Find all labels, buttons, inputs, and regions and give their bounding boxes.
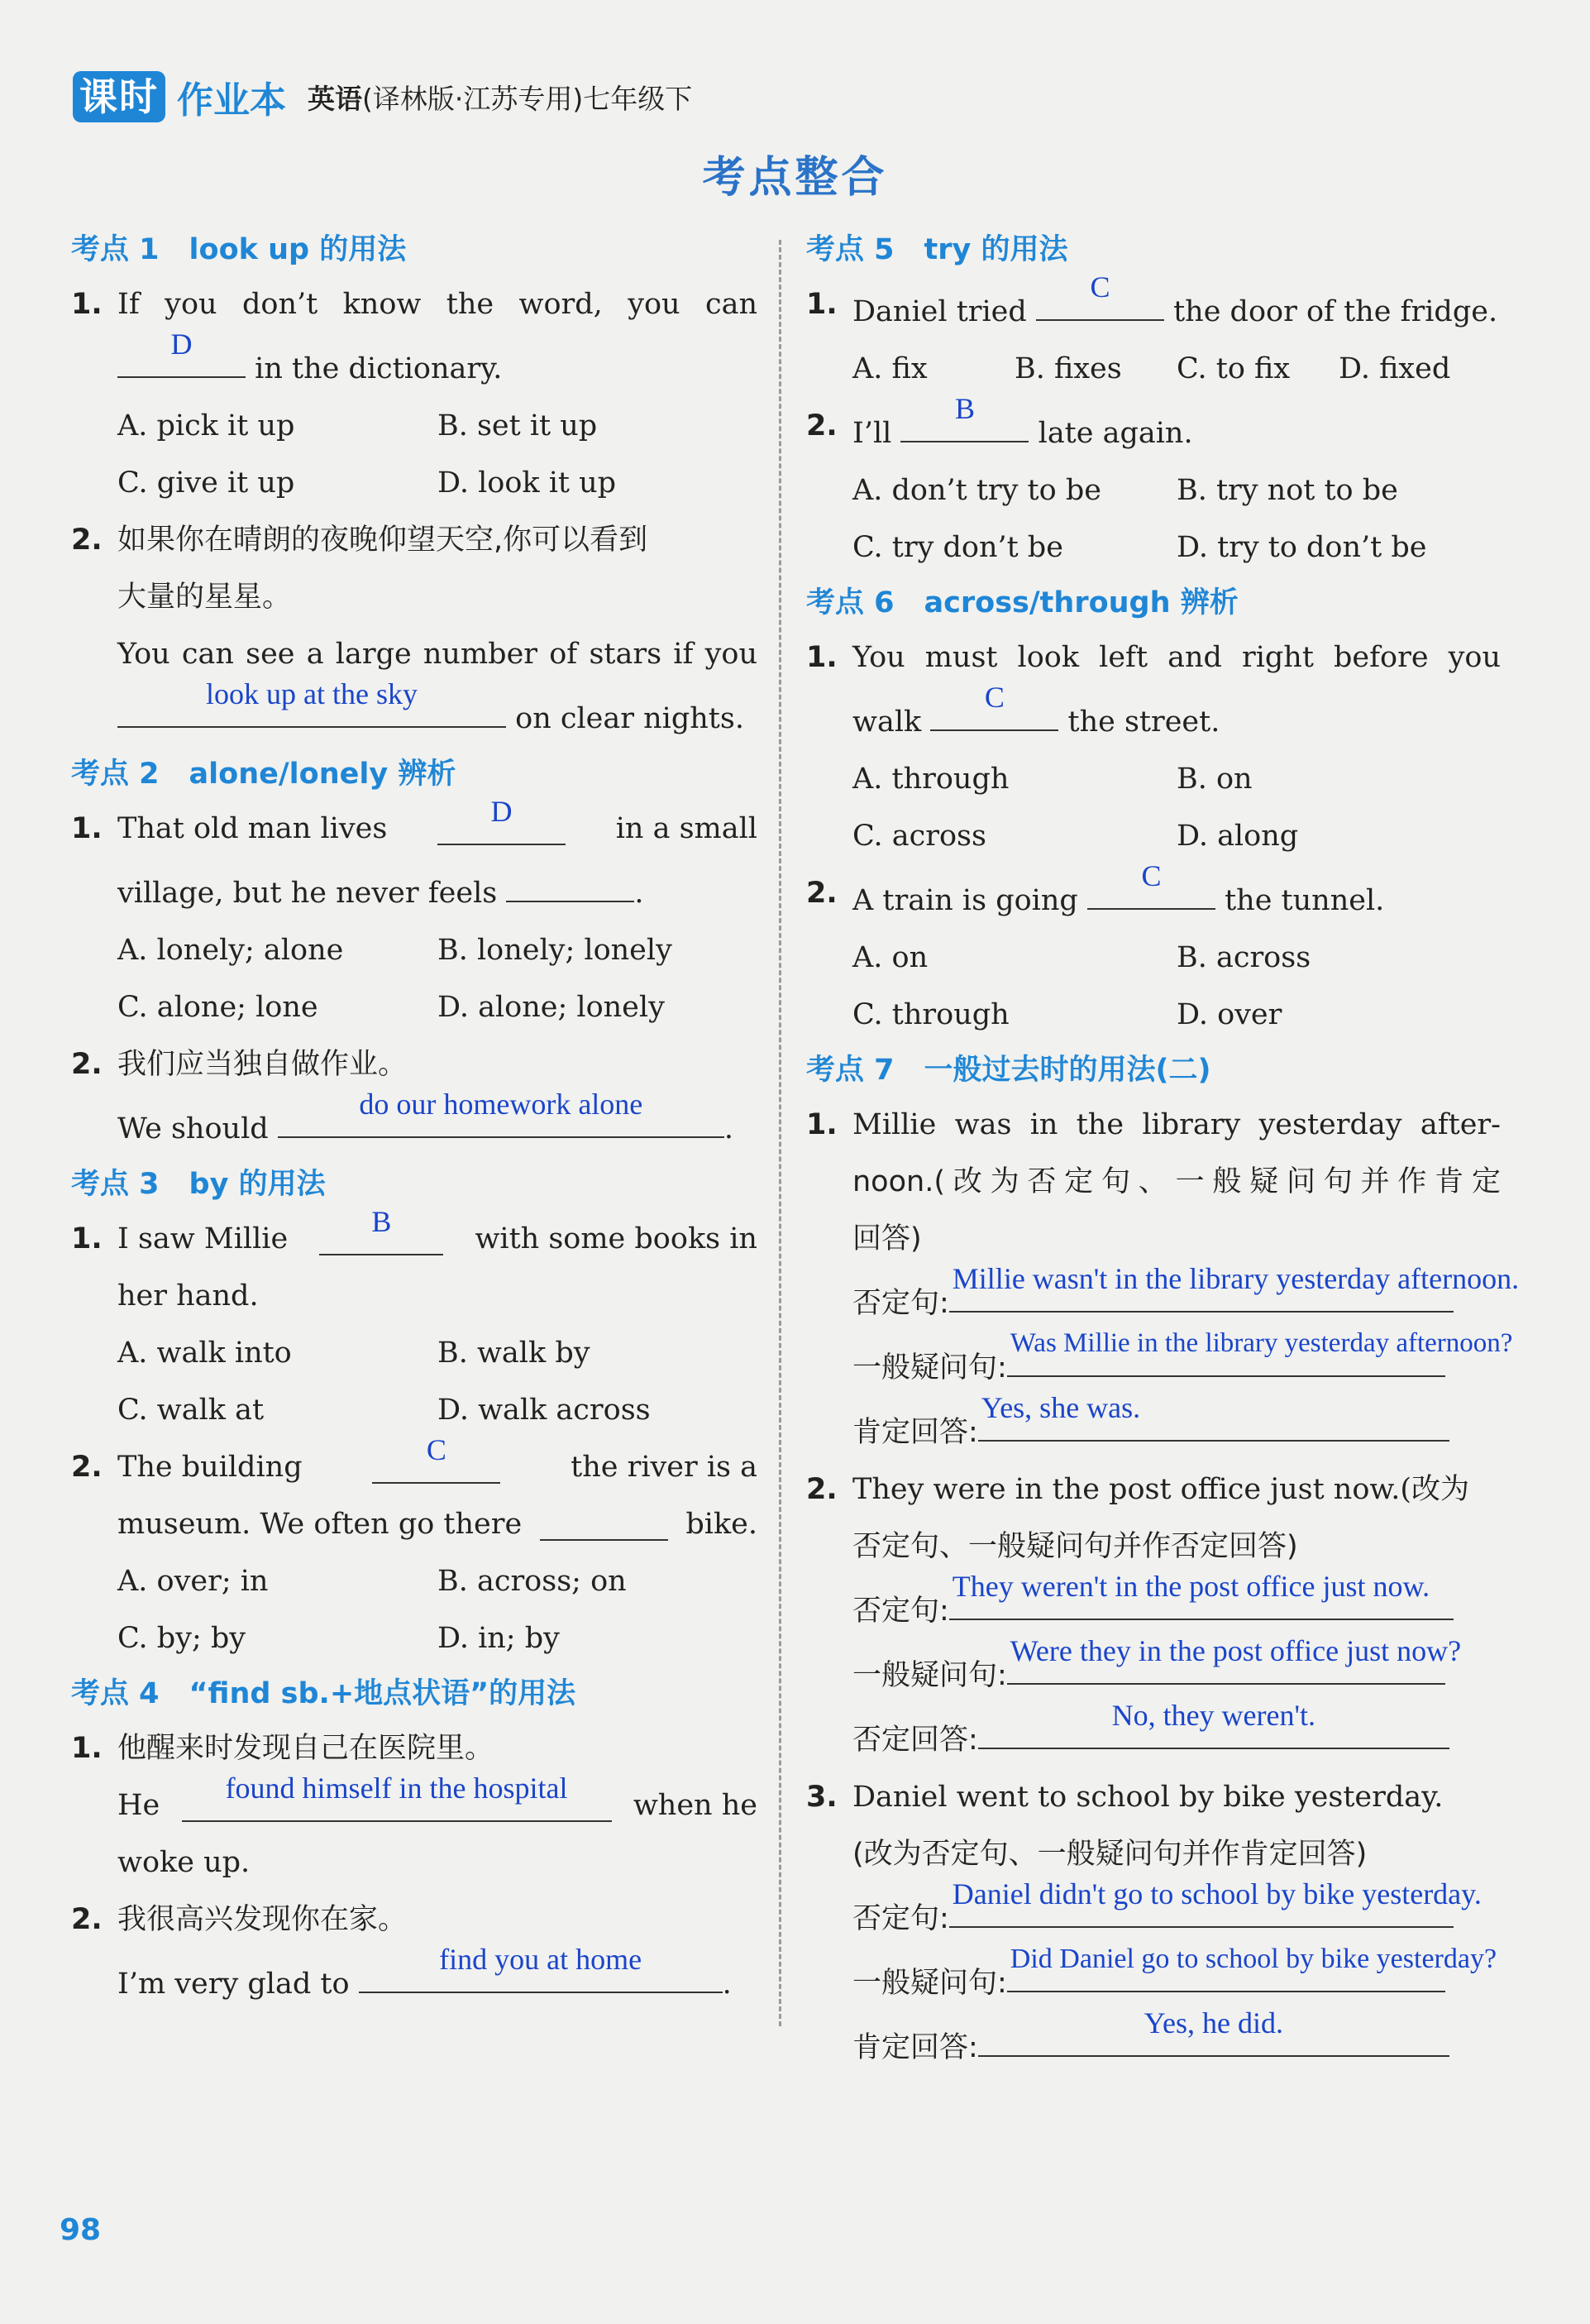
options-row: [806, 462, 1501, 519]
chinese-prompt: 我们应当独自做作业。: [117, 1048, 408, 1081]
option[interactable]: A. fix: [852, 352, 928, 385]
option[interactable]: C. give it up: [117, 466, 295, 500]
question-tail: when he: [633, 1789, 757, 1822]
option[interactable]: B. fixes: [1015, 352, 1122, 385]
answer-text: Daniel didn't go to school by bike yesterday.: [952, 1877, 1482, 1910]
section-heading-6: [806, 576, 1501, 629]
options-row: [806, 751, 1501, 808]
options-row: [71, 1325, 757, 1382]
question-number: 2.: [71, 1048, 103, 1081]
answer-text: They weren't in the post office just now.: [952, 1570, 1430, 1603]
answer-blank[interactable]: [949, 1877, 1482, 1928]
question-text-line2: (改为否定句、一般疑问句并作肯定回答): [852, 1838, 1368, 1871]
question-text: [71, 1433, 757, 1496]
question-tail: the street.: [1067, 705, 1220, 739]
question-head: Daniel tried: [852, 295, 1027, 328]
section-heading-1: [71, 223, 757, 276]
chinese-prompt: 他醒来时发现自己在医院里。: [117, 1732, 494, 1765]
option[interactable]: C. alone; lone: [117, 991, 318, 1024]
question-number: 2.: [806, 409, 838, 442]
question-number: 2.: [806, 877, 838, 910]
answer-blank[interactable]: [978, 1391, 1449, 1442]
option[interactable]: D. look it up: [437, 466, 617, 500]
option[interactable]: A. pick it up: [117, 409, 295, 442]
answer-text: B: [371, 1205, 392, 1238]
question: [806, 859, 1501, 1044]
section-label: 考点 4: [71, 1677, 160, 1710]
question-text: [806, 392, 1501, 462]
question-text-line3: 回答): [852, 1222, 922, 1255]
question-number: 1.: [71, 1732, 103, 1765]
question-head: I’ll: [852, 417, 892, 450]
section-topic: across/through 辨析: [924, 586, 1239, 619]
answer-blank-empty[interactable]: [506, 858, 634, 902]
brand-box-text: 课时: [73, 71, 165, 122]
question-tail: the tunnel.: [1225, 884, 1385, 917]
answer-text: Was Millie in the library yesterday afternoon?: [1010, 1328, 1513, 1358]
brand-word: 作业本: [177, 79, 286, 122]
answer-blank[interactable]: [949, 1570, 1454, 1620]
answer-blank[interactable]: [1007, 1634, 1462, 1685]
question-number: 1.: [806, 1108, 838, 1141]
question-number: 3.: [806, 1781, 838, 1814]
question-head: A train is going: [852, 884, 1078, 917]
right-column: [806, 223, 1520, 2077]
section-label: 考点 2: [71, 758, 160, 791]
section-heading-4: [71, 1667, 757, 1720]
answer-text: Yes, he did.: [1144, 2006, 1283, 2039]
answer-blank[interactable]: [1036, 270, 1164, 321]
question: [71, 1720, 757, 1891]
section-topic: “find sb.+地点状语”的用法: [189, 1677, 576, 1710]
question-tail: .: [723, 1112, 733, 1145]
section-topic: try 的用法: [924, 233, 1068, 266]
question: [71, 1205, 757, 1439]
option[interactable]: D. alone; lonely: [437, 991, 665, 1024]
page-title: 考点整合: [702, 153, 888, 203]
answer-text: found himself in the hospital: [225, 1772, 568, 1805]
section-label: 考点 6: [806, 586, 895, 619]
options-row: [806, 930, 1501, 987]
option[interactable]: B. try not to be: [1177, 474, 1398, 507]
question-line: museum. We often go there: [117, 1508, 523, 1541]
question-tail: with some books in: [475, 1222, 757, 1255]
section-topic: by 的用法: [189, 1168, 326, 1201]
question-number: 2.: [71, 524, 103, 557]
question: [806, 1769, 1501, 2077]
option[interactable]: D. try to don’t be: [1177, 531, 1427, 564]
question-number: 1.: [71, 812, 103, 845]
option[interactable]: B. across; on: [437, 1565, 627, 1598]
row-label: 否定句:: [852, 1287, 949, 1320]
answer-text: Were they in the post office just now?: [1010, 1634, 1462, 1667]
answer-text: find you at home: [439, 1943, 642, 1976]
answer-blank[interactable]: [1007, 1944, 1497, 1992]
option[interactable]: D. walk across: [437, 1394, 651, 1427]
row-label: 一般疑问句:: [852, 1967, 1007, 2000]
option[interactable]: A. lonely; alone: [117, 934, 344, 967]
answer-text: D: [490, 795, 513, 828]
question: [806, 629, 1501, 865]
question-text: [806, 270, 1501, 341]
question-text: [806, 859, 1501, 930]
row-label: 肯定回答:: [852, 1416, 978, 1449]
question: [806, 1461, 1501, 1769]
answer-blank[interactable]: [900, 392, 1029, 442]
option[interactable]: A. over; in: [117, 1565, 269, 1598]
question-number: 2.: [806, 1473, 838, 1506]
answer-text: C: [1090, 270, 1110, 304]
question: [71, 512, 757, 748]
answer-text: do our homework alone: [359, 1088, 643, 1121]
answer-text: No, they weren't.: [1111, 1699, 1315, 1732]
option[interactable]: A. don’t try to be: [852, 474, 1101, 507]
answer-text: Did Daniel go to school by bike yesterday?: [1010, 1944, 1497, 1974]
answer-row: [806, 2006, 1501, 2077]
section-topic: 一般过去时的用法(二): [924, 1054, 1211, 1087]
option[interactable]: C. try don’t be: [852, 531, 1063, 564]
subject-bold: 英语: [308, 82, 362, 115]
row-label: 一般疑问句:: [852, 1659, 1007, 1692]
answer-blank[interactable]: [1087, 859, 1215, 910]
answer-blank[interactable]: [372, 1433, 500, 1484]
answer-blank[interactable]: [949, 1262, 1520, 1313]
option[interactable]: D. over: [1177, 998, 1282, 1031]
question-text: [71, 1943, 757, 2013]
question-text: [71, 1205, 757, 1268]
question-tail: in the dictionary.: [255, 352, 503, 385]
answer-row: [806, 1391, 1501, 1461]
options-row: [71, 979, 757, 1036]
row-label: 否定句:: [852, 1595, 949, 1628]
question-tail: in a small: [615, 812, 757, 845]
question: [71, 1891, 757, 2013]
options-row: [806, 519, 1501, 576]
option[interactable]: A. through: [852, 763, 1010, 796]
option[interactable]: A. walk into: [117, 1337, 292, 1370]
question-text: [71, 1772, 757, 1834]
section-label: 考点 5: [806, 233, 895, 266]
question-head: He: [117, 1789, 160, 1822]
option[interactable]: B. across: [1177, 941, 1311, 974]
question-line: village, but he never feels: [117, 877, 498, 910]
question-text-line2: [71, 1496, 757, 1553]
question-head: The building: [117, 1451, 303, 1484]
row-label: 一般疑问句:: [852, 1351, 1007, 1384]
question-text-line2: woke up.: [117, 1846, 251, 1879]
question-text-line2: noon.(改为否定句、一般疑问句并作肯定: [852, 1165, 1501, 1198]
question-head: That old man lives: [117, 812, 388, 845]
question-text-line2: her hand.: [117, 1279, 259, 1313]
option[interactable]: B. lonely; lonely: [437, 934, 672, 967]
answer-blank[interactable]: [437, 795, 566, 845]
answer-blank[interactable]: [117, 328, 246, 378]
question-text-line2: [71, 677, 757, 748]
section-heading-2: [71, 748, 757, 801]
question-tail: bike.: [685, 1508, 757, 1541]
answer-text: C: [984, 681, 1005, 714]
option[interactable]: A. on: [852, 941, 929, 974]
question-text: You must look left and right before you: [852, 641, 1501, 674]
book-subject: [308, 78, 692, 117]
brand-logo: [73, 70, 286, 123]
section-topic: look up 的用法: [189, 233, 407, 266]
question: [71, 1036, 757, 1158]
question-tail: late again.: [1038, 417, 1193, 450]
column-divider: [779, 240, 781, 2026]
question: [71, 795, 757, 1036]
answer-text: C: [426, 1433, 446, 1466]
question: [71, 1433, 757, 1667]
answer-row: [806, 1699, 1501, 1769]
answer-text: look up at the sky: [206, 677, 418, 710]
question-text: They were in the post office just now.(改为: [852, 1473, 1469, 1506]
answer-text: D: [170, 328, 193, 361]
section-label: 考点 3: [71, 1168, 160, 1201]
option[interactable]: B. on: [1177, 763, 1253, 796]
question: [806, 1097, 1520, 1461]
question-text: [71, 1088, 757, 1158]
question-text: [71, 795, 757, 858]
answer-blank-empty[interactable]: [540, 1496, 668, 1541]
question-tail: the door of the fridge.: [1173, 295, 1498, 328]
page-number: 98: [60, 2213, 102, 2247]
option[interactable]: B. walk by: [437, 1337, 590, 1370]
answer-text: B: [954, 392, 975, 425]
option[interactable]: D. fixed: [1339, 352, 1451, 385]
left-column: [71, 223, 757, 2013]
question-number: 2.: [71, 1451, 103, 1484]
question-text: If you don’t know the word, you can: [117, 288, 757, 321]
question: [71, 276, 757, 512]
option[interactable]: C. by; by: [117, 1622, 246, 1655]
section-heading-7: [806, 1044, 1501, 1097]
question-head: walk: [852, 705, 922, 739]
question-number: 1.: [806, 641, 838, 674]
options-row: [71, 1553, 757, 1610]
chinese-prompt: 如果你在晴朗的夜晚仰望天空,你可以看到: [117, 524, 648, 557]
chinese-prompt: 我很高兴发现你在家。: [117, 1903, 408, 1936]
question-tail: on clear nights.: [515, 702, 744, 735]
header: [73, 68, 692, 126]
options-row: [71, 922, 757, 979]
question-text: Millie was in the library yesterday after-: [852, 1108, 1501, 1141]
row-label: 肯定回答:: [852, 2031, 978, 2064]
answer-blank[interactable]: [278, 1088, 724, 1138]
answer-blank[interactable]: [319, 1205, 443, 1255]
option[interactable]: C. to fix: [1177, 352, 1291, 385]
answer-blank[interactable]: [117, 677, 506, 728]
question-text-line2: [71, 858, 757, 922]
question-tail: .: [722, 1968, 732, 2001]
section-topic: alone/lonely 辨析: [189, 758, 456, 791]
section-label: 考点 1: [71, 233, 160, 266]
options-row: [71, 455, 757, 512]
question-number: 1.: [71, 288, 103, 321]
question-number: 1.: [806, 288, 838, 321]
option[interactable]: B. set it up: [437, 409, 598, 442]
question-text: Daniel went to school by bike yesterday.: [852, 1781, 1444, 1814]
answer-blank[interactable]: [359, 1943, 723, 1993]
row-label: 否定回答:: [852, 1724, 978, 1757]
option[interactable]: D. in; by: [437, 1622, 560, 1655]
answer-text: Yes, she was.: [981, 1391, 1141, 1424]
option[interactable]: C. walk at: [117, 1394, 265, 1427]
question-text-line2: 否定句、一般疑问句并作否定回答): [852, 1530, 1298, 1563]
question-head: We should: [117, 1112, 269, 1145]
options-row: [806, 987, 1501, 1044]
question-head: I’m very glad to: [117, 1968, 350, 2001]
question-number: 2.: [71, 1903, 103, 1936]
option[interactable]: C. across: [852, 820, 986, 853]
answer-blank[interactable]: [978, 2006, 1449, 2057]
question-number: 1.: [71, 1222, 103, 1255]
answer-blank[interactable]: [978, 1699, 1449, 1749]
question-tail: the river is a: [571, 1451, 757, 1484]
answer-text: Millie wasn't in the library yesterday afternoon.: [952, 1262, 1520, 1295]
chinese-prompt-line2: 大量的星星。: [117, 581, 292, 614]
question-tail: .: [634, 877, 644, 910]
question-text-line2: [71, 328, 757, 398]
subject-rest: (译林版·江苏专用)七年级下: [362, 82, 693, 115]
options-row: [71, 398, 757, 455]
row-label: 否定句:: [852, 1902, 949, 1935]
option[interactable]: C. through: [852, 998, 1010, 1031]
option[interactable]: D. along: [1177, 820, 1299, 853]
answer-blank[interactable]: [182, 1772, 612, 1822]
answer-blank[interactable]: [930, 681, 1058, 731]
question-text-line2: [806, 681, 1501, 751]
question-head: I saw Millie: [117, 1222, 289, 1255]
section-label: 考点 7: [806, 1054, 895, 1087]
answer-blank[interactable]: [1007, 1328, 1513, 1377]
answer-text: C: [1141, 859, 1162, 892]
question: [806, 392, 1501, 576]
options-row: [71, 1610, 757, 1667]
question-text: You can see a large number of stars if you: [117, 638, 757, 671]
question: [806, 270, 1501, 398]
